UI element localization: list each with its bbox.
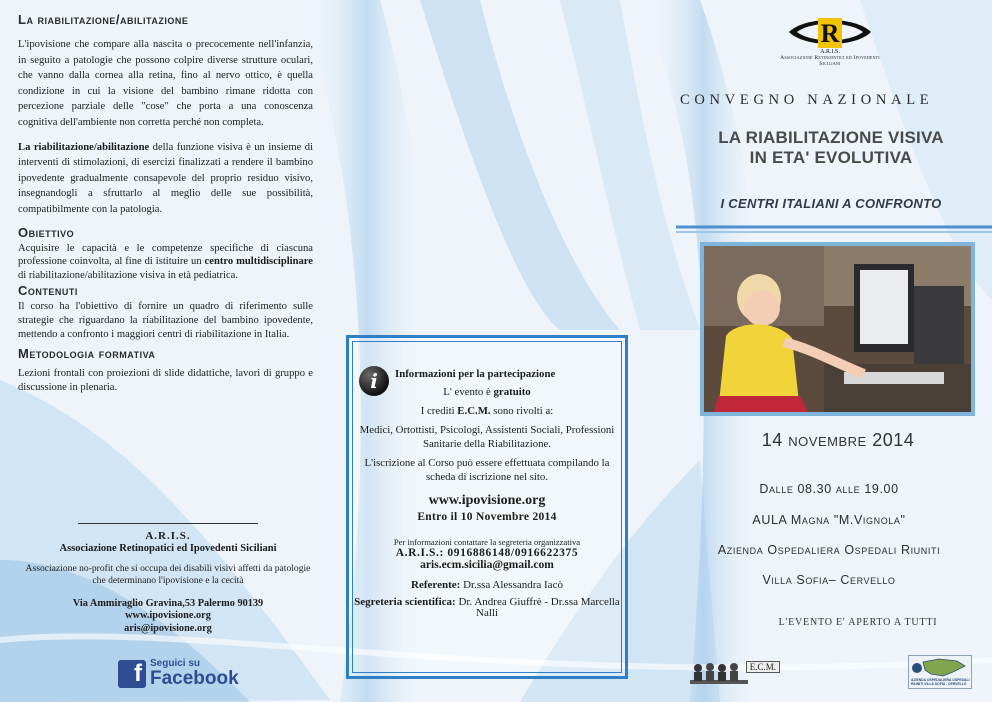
logo-caption: Associazione Retinopatici ed Ipovedenti Siciliani (780, 55, 880, 67)
facebook-badge[interactable] (118, 659, 239, 688)
info-heading: Informazioni per la partecipazione (395, 368, 556, 380)
paragraph-riabilitazione (18, 140, 313, 218)
event-title-line2: IN ETA' EVOLUTIVA (749, 148, 913, 167)
aris-full-name: Associazione Retinopatici ed Ipovedenti Siciliani (59, 543, 277, 554)
obiettivo-text-a: Acquisire le capacità e le competenze specifiche di ciascuna professione coinvolta, al fine di istituire un (18, 242, 313, 268)
riabilitazione-term: La riabilitazione/abilitazione (18, 141, 150, 153)
facebook-icon: f (118, 660, 146, 688)
info-icon: i (359, 366, 389, 396)
paragraph-obiettivo (18, 242, 313, 283)
aris-website-link[interactable]: www.ipovisione.org (125, 610, 211, 622)
paragraph-contenuti: Il corso ha l'obiettivo di fornire un quadro di riferimento sulle strategie che riguardano la riabilitazione del bambino ipovedente, mettendo a confronto i maggiori centri di riabilitazione in Italia. (18, 301, 313, 340)
scientific-label: Segreteria scientifica: (354, 596, 456, 608)
hospital-logo (908, 655, 972, 689)
credits-text-b: sono rivolti a: (490, 405, 554, 417)
aris-name: A.R.I.S. (145, 530, 191, 542)
people-group-icon (690, 660, 750, 686)
event-free-bold: gratuito (493, 386, 531, 398)
section-heading-metodologia: Metodologia formativa (18, 346, 156, 362)
paragraph-metodologia: Lezioni frontali con proiezioni di slide didattiche, lavori di gruppo e discussione in plenaria. (18, 368, 313, 393)
child-at-computer-image (704, 246, 971, 412)
section-heading-contenuti: Contenuti (18, 283, 78, 299)
hospital-caption: AZIENDA OSPEDALIERA OSPEDALI RIUNITI VILLA SOFIA - CERVELLO (911, 678, 970, 686)
aris-email-link[interactable]: aris@ipovisione.org (124, 622, 212, 634)
contact-phones: A.R.I.S.: 0916886148/0916622375 (395, 547, 579, 559)
scientific-names: Dr. Andrea Giuffrè - Dr.ssa Marcella Nalli (455, 596, 620, 619)
event-free-line (353, 385, 621, 399)
ecm-label: E.C.M. (746, 661, 780, 673)
contact-email-link[interactable]: aris.ecm.sicilia@gmail.com (420, 559, 554, 571)
credits-text-a: I crediti (420, 405, 458, 417)
referent-name: Dr.ssa Alessandra Iacò (460, 579, 563, 591)
logo-letter: R (820, 19, 840, 48)
event-title (680, 128, 982, 168)
event-subtitle: I CENTRI ITALIANI A CONFRONTO (720, 196, 942, 211)
aris-contacts (18, 598, 318, 635)
facebook-follow-label: Seguici su (150, 658, 201, 669)
event-room: AULA Magna "M.Vignola" (752, 513, 906, 527)
riabilitazione-text: della funzione visiva è un insieme di interventi di stimolazioni, di esercizi finalizzati a rendere il bambino ipovedente gradualmente consapevole del proprio residuo visivo, insegnandogli a sfruttarlo al meglio delle sue possibilità, compatibilmente con la patologia. (18, 141, 314, 215)
referent-label: Referente: (411, 579, 461, 591)
target-professions: Medici, Ortottisti, Psicologi, Assistenti Sociali, Professioni Sanitarie della Riabilitazione. (359, 424, 615, 450)
facebook-label: Facebook (150, 668, 239, 689)
event-time: Dalle 08.30 alle 19.00 (759, 482, 899, 496)
registration-note: L'iscrizione al Corso può essere effettuata compilando la scheda di iscrizione nel sito. (364, 457, 610, 483)
referent-line (353, 579, 621, 591)
section-heading-obiettivo: Obiettivo (18, 224, 75, 240)
event-free-text: L' evento è (443, 386, 494, 398)
registration-website-link[interactable]: www.ipovisione.org (428, 493, 546, 508)
aris-description: Associazione no-profit che si occupa dei disabili visivi affetti da patologie che determinano l'ipovisione e la cecità (25, 563, 311, 587)
sicily-map-icon (909, 656, 971, 680)
registration-deadline: Entro il 10 Novembre 2014 (417, 511, 557, 523)
aris-logo (770, 14, 890, 67)
ecm-credits-line (353, 404, 621, 418)
obiettivo-text-b: di riabilitazione/abilitazione visiva in età pediatrica. (18, 269, 239, 281)
convegno-heading: CONVEGNO NAZIONALE (680, 92, 934, 108)
divider (78, 523, 258, 524)
obiettivo-bold: centro multidisciplinare (204, 256, 313, 268)
scientific-secretariat-line (353, 597, 621, 619)
aris-address: Via Ammiraglio Gravina,53 Palermo 90139 (72, 597, 264, 609)
credits-bold: E.C.M. (457, 405, 491, 417)
event-date: 14 novembre 2014 (761, 430, 915, 450)
section-heading-riabilitazione: La riabilitazione/abilitazione (18, 12, 189, 27)
event-hospital: Azienda Ospedaliera Ospedali Riuniti (717, 543, 941, 557)
ecm-logo (690, 660, 782, 686)
paragraph-ipovisione: L'ipovisione che compare alla nascita o precocemente nell'infanzia, in seguito a patologie che possono colpire diverse strutture oculari, che vanno dalla cornea alla retina, fino al nervo ottico, è quella condizione in cui la visione del bambino rimane ridotta con percezione parziale delle "cose" che porta a una conoscenza cognitiva dell'ambiente non corretta perché non completa. (18, 39, 313, 128)
participation-info-box (346, 335, 628, 679)
aris-info-block (18, 523, 318, 635)
event-location: Villa Sofia– Cervello (762, 573, 896, 587)
event-title-line1: LA RIABILITAZIONE VISIVA (718, 128, 944, 147)
event-photo (700, 242, 975, 416)
eye-logo-icon (787, 14, 873, 54)
left-panel (18, 12, 313, 394)
open-to-all-note: L'EVENTO E' APERTO A TUTTI (778, 617, 938, 628)
contact-note: Per informazioni contattare la segreteria organizzativa (393, 537, 581, 547)
logo-name: A.R.I.S. (820, 49, 840, 54)
